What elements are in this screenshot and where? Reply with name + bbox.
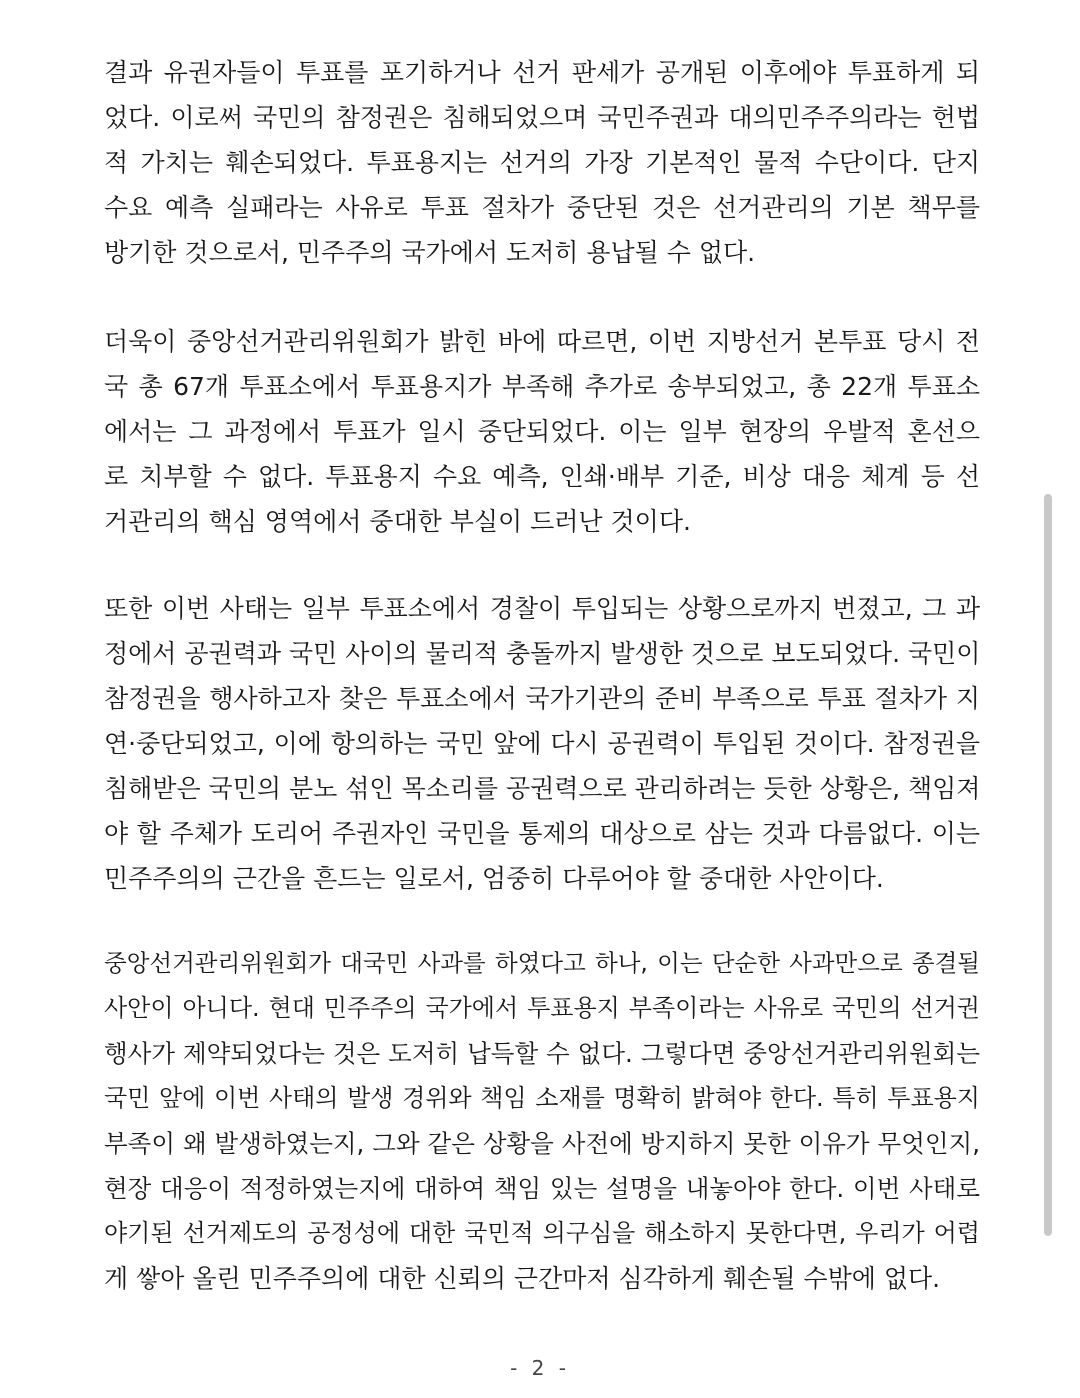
text-line: 침해받은 국민의 분노 섞인 목소리를 공권력으로 관리하려는 듯한 상황은, 책임져 [104, 774, 981, 803]
text-line: 야기된 선거제도의 공정성에 대한 국민적 의구심을 해소하지 못한다면, 우리가 어렵 [104, 1219, 980, 1247]
page-number: - 2 - [510, 1356, 570, 1380]
text-line: 연·중단되었고, 이에 항의하는 국민 앞에 다시 공권력이 투입된 것이다. 참정권을 [104, 729, 980, 758]
text-line: 방기한 것으로서, 민주주의 국가에서 도저히 용납될 수 없다. [104, 238, 756, 267]
text-line: 현장 대응이 적정하였는지에 대하여 책임 있는 설명을 내놓아야 한다. 이번 사태로 [104, 1174, 980, 1203]
scrollbar-thumb[interactable] [1044, 494, 1052, 1236]
text-line: 정에서 공권력과 국민 사이의 물리적 충돌까지 발생한 것으로 보도되었다. 국민이 [104, 639, 981, 668]
text-line: 국민 앞에 이번 사태의 발생 경위와 책임 소재를 명확히 밝혀야 한다. 특히 투표용지 [104, 1084, 980, 1112]
paragraph-2 [104, 319, 980, 544]
text-line: 야 할 주체가 도리어 주권자인 국민을 통제의 대상으로 삼는 것과 다름없다. 이는 [104, 819, 980, 848]
text-line: 더욱이 중앙선거관리위원회가 밝힌 바에 따르면, 이번 지방선거 본투표 당시 전 [104, 327, 980, 356]
text-line: 국 총 67개 투표소에서 투표용지가 부족해 추가로 송부되었고, 총 22개 투표소 [104, 372, 980, 401]
text-line: 행사가 제약되었다는 것은 도저히 납득할 수 없다. 그렇다면 중앙선거관리위원회는 [104, 1039, 980, 1068]
text-line: 에서는 그 과정에서 투표가 일시 중단되었다. 이는 일부 현장의 우발적 혼선으 [104, 417, 980, 446]
text-line: 결과 유권자들이 투표를 포기하거나 선거 판세가 공개된 이후에야 투표하게 되 [104, 58, 980, 87]
text-line: 중앙선거관리위원회가 대국민 사과를 하였다고 하나, 이는 단순한 사과만으로 종결될 [104, 949, 980, 977]
text-line: 거관리의 핵심 영역에서 중대한 부실이 드러난 것이다. [104, 507, 691, 536]
paragraph-3 [104, 586, 980, 901]
text-line: 적 가치는 훼손되었다. 투표용지는 선거의 가장 기본적인 물적 수단이다. 단지 [104, 148, 980, 177]
text-line: 또한 이번 사태는 일부 투표소에서 경찰이 투입되는 상황으로까지 번졌고, 그 과 [104, 594, 980, 623]
paragraph-1 [104, 50, 980, 275]
text-line: 수요 예측 실패라는 사유로 투표 절차가 중단된 것은 선거관리의 기본 책무를 [104, 193, 980, 222]
text-line: 사안이 아니다. 현대 민주주의 국가에서 투표용지 부족이라는 사유로 국민의 선거권 [104, 994, 980, 1022]
text-line: 었다. 이로써 국민의 참정권은 침해되었으며 국민주권과 대의민주주의라는 헌법 [104, 103, 980, 132]
paragraph-4 [104, 941, 980, 1301]
text-line: 민주주의의 근간을 흔드는 일로서, 엄중히 다루어야 할 중대한 사안이다. [104, 864, 884, 893]
text-line: 로 치부할 수 없다. 투표용지 수요 예측, 인쇄·배부 기준, 비상 대응 체계 등 선 [104, 462, 980, 491]
text-line: 부족이 왜 발생하였는지, 그와 같은 상황을 사전에 방지하지 못한 이유가 무엇인지, [104, 1129, 980, 1158]
text-line: 게 쌓아 올린 민주주의에 대한 신뢰의 근간마저 심각하게 훼손될 수밖에 없다. [104, 1264, 941, 1293]
text-line: 참정권을 행사하고자 찾은 투표소에서 국가기관의 준비 부족으로 투표 절차가 지 [104, 684, 980, 713]
